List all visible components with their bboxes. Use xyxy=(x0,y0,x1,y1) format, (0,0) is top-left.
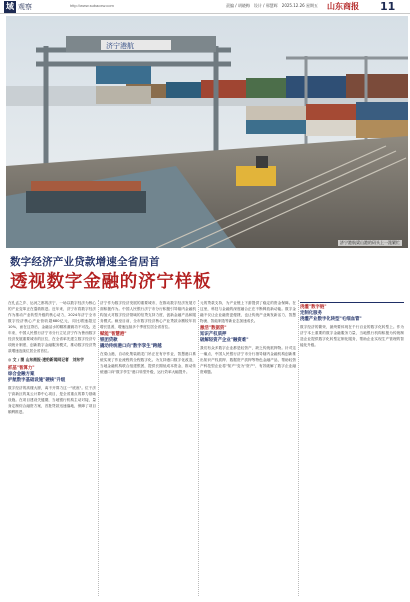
section-3-paragraph: 我们有众多数字企业都是轻资产，缺乏传统抵押物。针对这一痛点，中国人民银行济宁市分行指导辖内金融机构创新推出知识产权质押、数据资产质押等特色金融产品，帮助轻资产科技型企业将"知产"变为"资产"，有效破解了数字企业融资难题。 xyxy=(200,346,296,374)
section-heading-3 xyxy=(200,326,296,344)
byline: ◎ 文 / 图 山东商报·速豹新闻网记者 刘东宇 xyxy=(8,357,84,362)
page-number: 11 xyxy=(380,0,396,13)
intro-paragraph: 在孔孟之乡、运河之都的济宁，一场以数字经济为核心的产业变革正在蓬勃推进。近年来，济宁市将数字经济作为推动产业转型升级的核心动力，2024年济宁全市数字经济核心产业营收超680亿元，同比增速超过10%，而在这背后，金融活水的精准灌溉功不可没。近年来，中国人民银行济宁市分行立足济宁作为鲁西数字经济发展重要城市的区位，在全省率先建立数字经济专项统计制度，创新数字金融服务模式，推动数字经济贷款增速连续位居全省首位。 xyxy=(8,301,96,353)
port-photo xyxy=(6,16,408,248)
column-3-paragraph: 元的贷款支持，为产业链上下游提供了稳定的资金保障。在这里，科技与金融的深度融合正在不断释放新动能。数字金融不仅让企业融资更便捷，也让传统产业焕发新活力，智慧物流、智能制造等新业态加速成长。 xyxy=(200,301,296,323)
section-heading-4 xyxy=(300,302,404,323)
section-heading-2 xyxy=(100,332,196,350)
section-heading-1-line3: 护航数字基础设施"硬核"升级 xyxy=(8,378,66,383)
page-header xyxy=(0,0,410,14)
article-column-3 xyxy=(200,300,296,598)
article-column-1 xyxy=(8,300,96,598)
article-subtitle: 数字经济产业贷款增速全省居首 xyxy=(10,256,160,268)
section-heading-2-line3: 撬动传统港口向"数字孪生"跨越 xyxy=(100,344,162,349)
column-2-paragraph: 济宁作为数字经济发展的重要城市，在推动数字经济发展方面积极作为。中国人民银行济宁市分行积极引导辖内金融机构加大对数字经济领域的信贷支持力度，创新金融产品和服务模式。截至目前，全市数字经济核心产业贷款余额较年初增长显著，增速连续多个季度位居全省首位。 xyxy=(100,301,196,329)
section-heading-2-line1: 赋能"智慧港" xyxy=(100,332,127,337)
port-scene-image xyxy=(6,16,408,248)
section-heading-2-line2: 银团贷款 xyxy=(100,338,118,343)
section-heading-3-line2: 知识产权质押 xyxy=(200,332,227,337)
section-heading-1 xyxy=(8,366,96,384)
newspaper-name: 山东商报 xyxy=(327,1,359,11)
section-heading-1-line2: 综合金融方案 xyxy=(8,372,35,377)
section-1-paragraph: 数字经济的高楼大厦，离不开算力这一"底座"。位于济宁高新区的某云计算中心项目，是全省重点的算力基础设施。在项目建设关键期，当地银行机构主动对接，量身定制综合融资方案，首批贷款迅速落地，保障了项目顺利推进。 xyxy=(8,386,96,414)
column-divider xyxy=(98,300,99,596)
section-heading-3-line3: 破解轻资产企业"融资难" xyxy=(200,338,249,343)
section-heading-3-line1: 激活"数据资" xyxy=(200,326,227,331)
editor-date-meta: 责编 / 胡晓梅 设计 / 邢慧晖 2025.12.26 星期五 xyxy=(226,3,318,8)
column-divider xyxy=(298,300,299,596)
section-heading-4-line1: 浇灌"数字链" xyxy=(300,305,327,310)
section-heading-4-line2: 定制化服务 xyxy=(300,311,322,316)
article-column-4 xyxy=(300,300,404,598)
column-divider xyxy=(198,300,199,596)
section-tag xyxy=(4,1,32,13)
article-headline: 透视数字金融的济宁样板 xyxy=(10,272,212,292)
article-column-2 xyxy=(100,300,196,598)
section-name: 域 xyxy=(6,2,14,11)
section-heading-1-line1: 抓基"智算力" xyxy=(8,366,35,371)
photo-caption: 济宁港航梁山港的码头上一派繁忙 xyxy=(340,240,400,245)
site-url[interactable]: http://www.subaoxw.com xyxy=(70,3,114,8)
section-2-paragraph: 在梁山港，自动化集装箱龙门吊正在有序作业，智慧港口系统实现了作业流程的全程数字化。为支持港口数字化改造，当地金融机构联合组建银团，提供长期低成本资金，推动传统港口向"数字孪生"港口转型升级，运行效率大幅提升。 xyxy=(100,352,196,374)
section-subname: 观察 xyxy=(18,3,32,11)
crane-logo-text: 济宁港航 xyxy=(106,42,134,50)
section-4-paragraph: 数字经济的繁荣，最终要体现在千行百业的数字化转型上。作为济宁本土重要的数字金融服务力量，当地银行机构积极为传统制造企业提供数字化转型定制化服务，帮助企业实现生产管理的智能化升级。 xyxy=(300,325,404,347)
section-heading-4-line3: 浇灌产业数字化转型"毛细血管" xyxy=(300,317,362,322)
